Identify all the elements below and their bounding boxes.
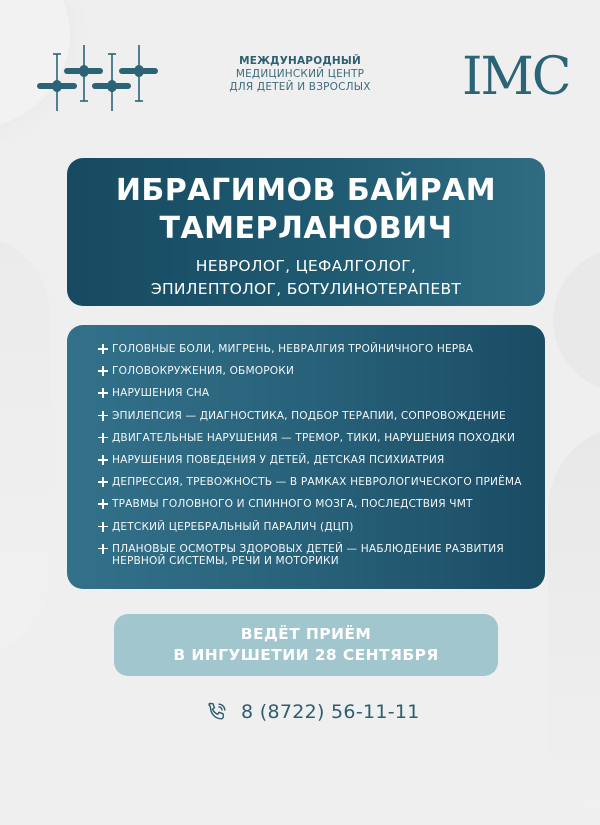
background-decor-shape xyxy=(0,235,50,655)
plus-icon xyxy=(98,455,108,465)
service-text: ЭПИЛЕПСИЯ — ДИАГНОСТИКА, ПОДБОР ТЕРАПИИ, СОПРОВОЖДЕНИЕ xyxy=(112,409,506,422)
list-item xyxy=(98,387,525,399)
plus-icon xyxy=(98,411,108,421)
service-text: ДЕПРЕССИЯ, ТРЕВОЖНОСТЬ — В РАМКАХ НЕВРОЛОГИЧЕСКОГО ПРИЁМА xyxy=(112,476,522,489)
doctor-name xyxy=(67,172,545,248)
plus-icon xyxy=(98,433,108,443)
list-item xyxy=(98,343,525,355)
list-item xyxy=(98,543,525,567)
plus-icon xyxy=(98,544,108,554)
phone-icon xyxy=(205,700,229,724)
list-item xyxy=(98,410,525,422)
doctor-name-line-1: ИБРАГИМОВ БАЙРАМ xyxy=(115,173,497,208)
plus-icon xyxy=(98,477,108,487)
service-text: ПЛАНОВЫЕ ОСМОТРЫ ЗДОРОВЫХ ДЕТЕЙ — НАБЛЮДЕНИЕ РАЗВИТИЯ НЕРВНОЙ СИСТЕМЫ, РЕЧИ И МОТОРИКИ xyxy=(112,542,504,567)
specialty-line-1: НЕВРОЛОГ, ЦЕФАЛГОЛОГ, xyxy=(195,257,417,275)
service-text: НАРУШЕНИЯ СНА xyxy=(112,387,210,400)
list-item xyxy=(98,476,525,488)
service-text: ГОЛОВОКРУЖЕНИЯ, ОБМОРОКИ xyxy=(112,365,295,378)
background-decor-shape xyxy=(548,425,600,825)
org-line-2: МЕДИЦИНСКИЙ ЦЕНТР xyxy=(235,68,365,80)
clinic-crosses-logo-icon xyxy=(30,40,170,120)
service-text: ГОЛОВНЫЕ БОЛИ, МИГРЕНЬ, НЕВРАЛГИЯ ТРОЙНИЧНОГО НЕРВА xyxy=(112,343,474,355)
services-card xyxy=(67,325,545,589)
plus-icon xyxy=(98,366,108,376)
list-item xyxy=(98,365,525,377)
phone-number[interactable]: 8 (8722) 56-11-11 xyxy=(241,701,420,723)
list-item xyxy=(98,454,525,466)
doctor-name-line-2: ТАМЕРЛАНОВИЧ xyxy=(159,211,453,246)
service-text: ДВИГАТЕЛЬНЫЕ НАРУШЕНИЯ — ТРЕМОР, ТИКИ, НАРУШЕНИЯ ПОХОДКИ xyxy=(112,431,516,444)
plus-icon xyxy=(98,388,108,398)
appointment-line-2: В ИНГУШЕТИИ 28 СЕНТЯБРЯ xyxy=(173,646,439,664)
service-text: НАРУШЕНИЯ ПОВЕДЕНИЯ У ДЕТЕЙ, ДЕТСКАЯ ПСИХИАТРИЯ xyxy=(112,453,445,466)
service-text: ДЕТСКИЙ ЦЕРЕБРАЛЬНЫЙ ПАРАЛИЧ (ДЦП) xyxy=(112,520,354,533)
doctor-name-card xyxy=(67,158,545,306)
background-decor-shape xyxy=(553,245,600,395)
appointment-banner xyxy=(114,614,498,676)
plus-icon xyxy=(98,499,108,509)
appointment-line-1: ВЕДЁТ ПРИЁМ xyxy=(240,625,372,643)
org-line-3: ДЛЯ ДЕТЕЙ И ВЗРОСЛЫХ xyxy=(229,81,371,93)
org-line-1: МЕЖДУНАРОДНЫЙ xyxy=(239,55,361,67)
service-text: ТРАВМЫ ГОЛОВНОГО И СПИННОГО МОЗГА, ПОСЛЕДСТВИЯ ЧМТ xyxy=(112,498,473,511)
phone-contact[interactable] xyxy=(205,698,420,726)
brand-mark: IMC xyxy=(462,47,570,107)
list-item xyxy=(98,498,525,510)
specialty-line-2: ЭПИЛЕПТОЛОГ, БОТУЛИНОТЕРАПЕВТ xyxy=(150,280,462,298)
list-item xyxy=(98,432,525,444)
plus-icon xyxy=(98,344,108,354)
list-item xyxy=(98,521,525,533)
organization-name xyxy=(200,55,400,94)
doctor-specialty xyxy=(67,255,545,301)
plus-icon xyxy=(98,522,108,532)
services-list xyxy=(67,325,545,567)
